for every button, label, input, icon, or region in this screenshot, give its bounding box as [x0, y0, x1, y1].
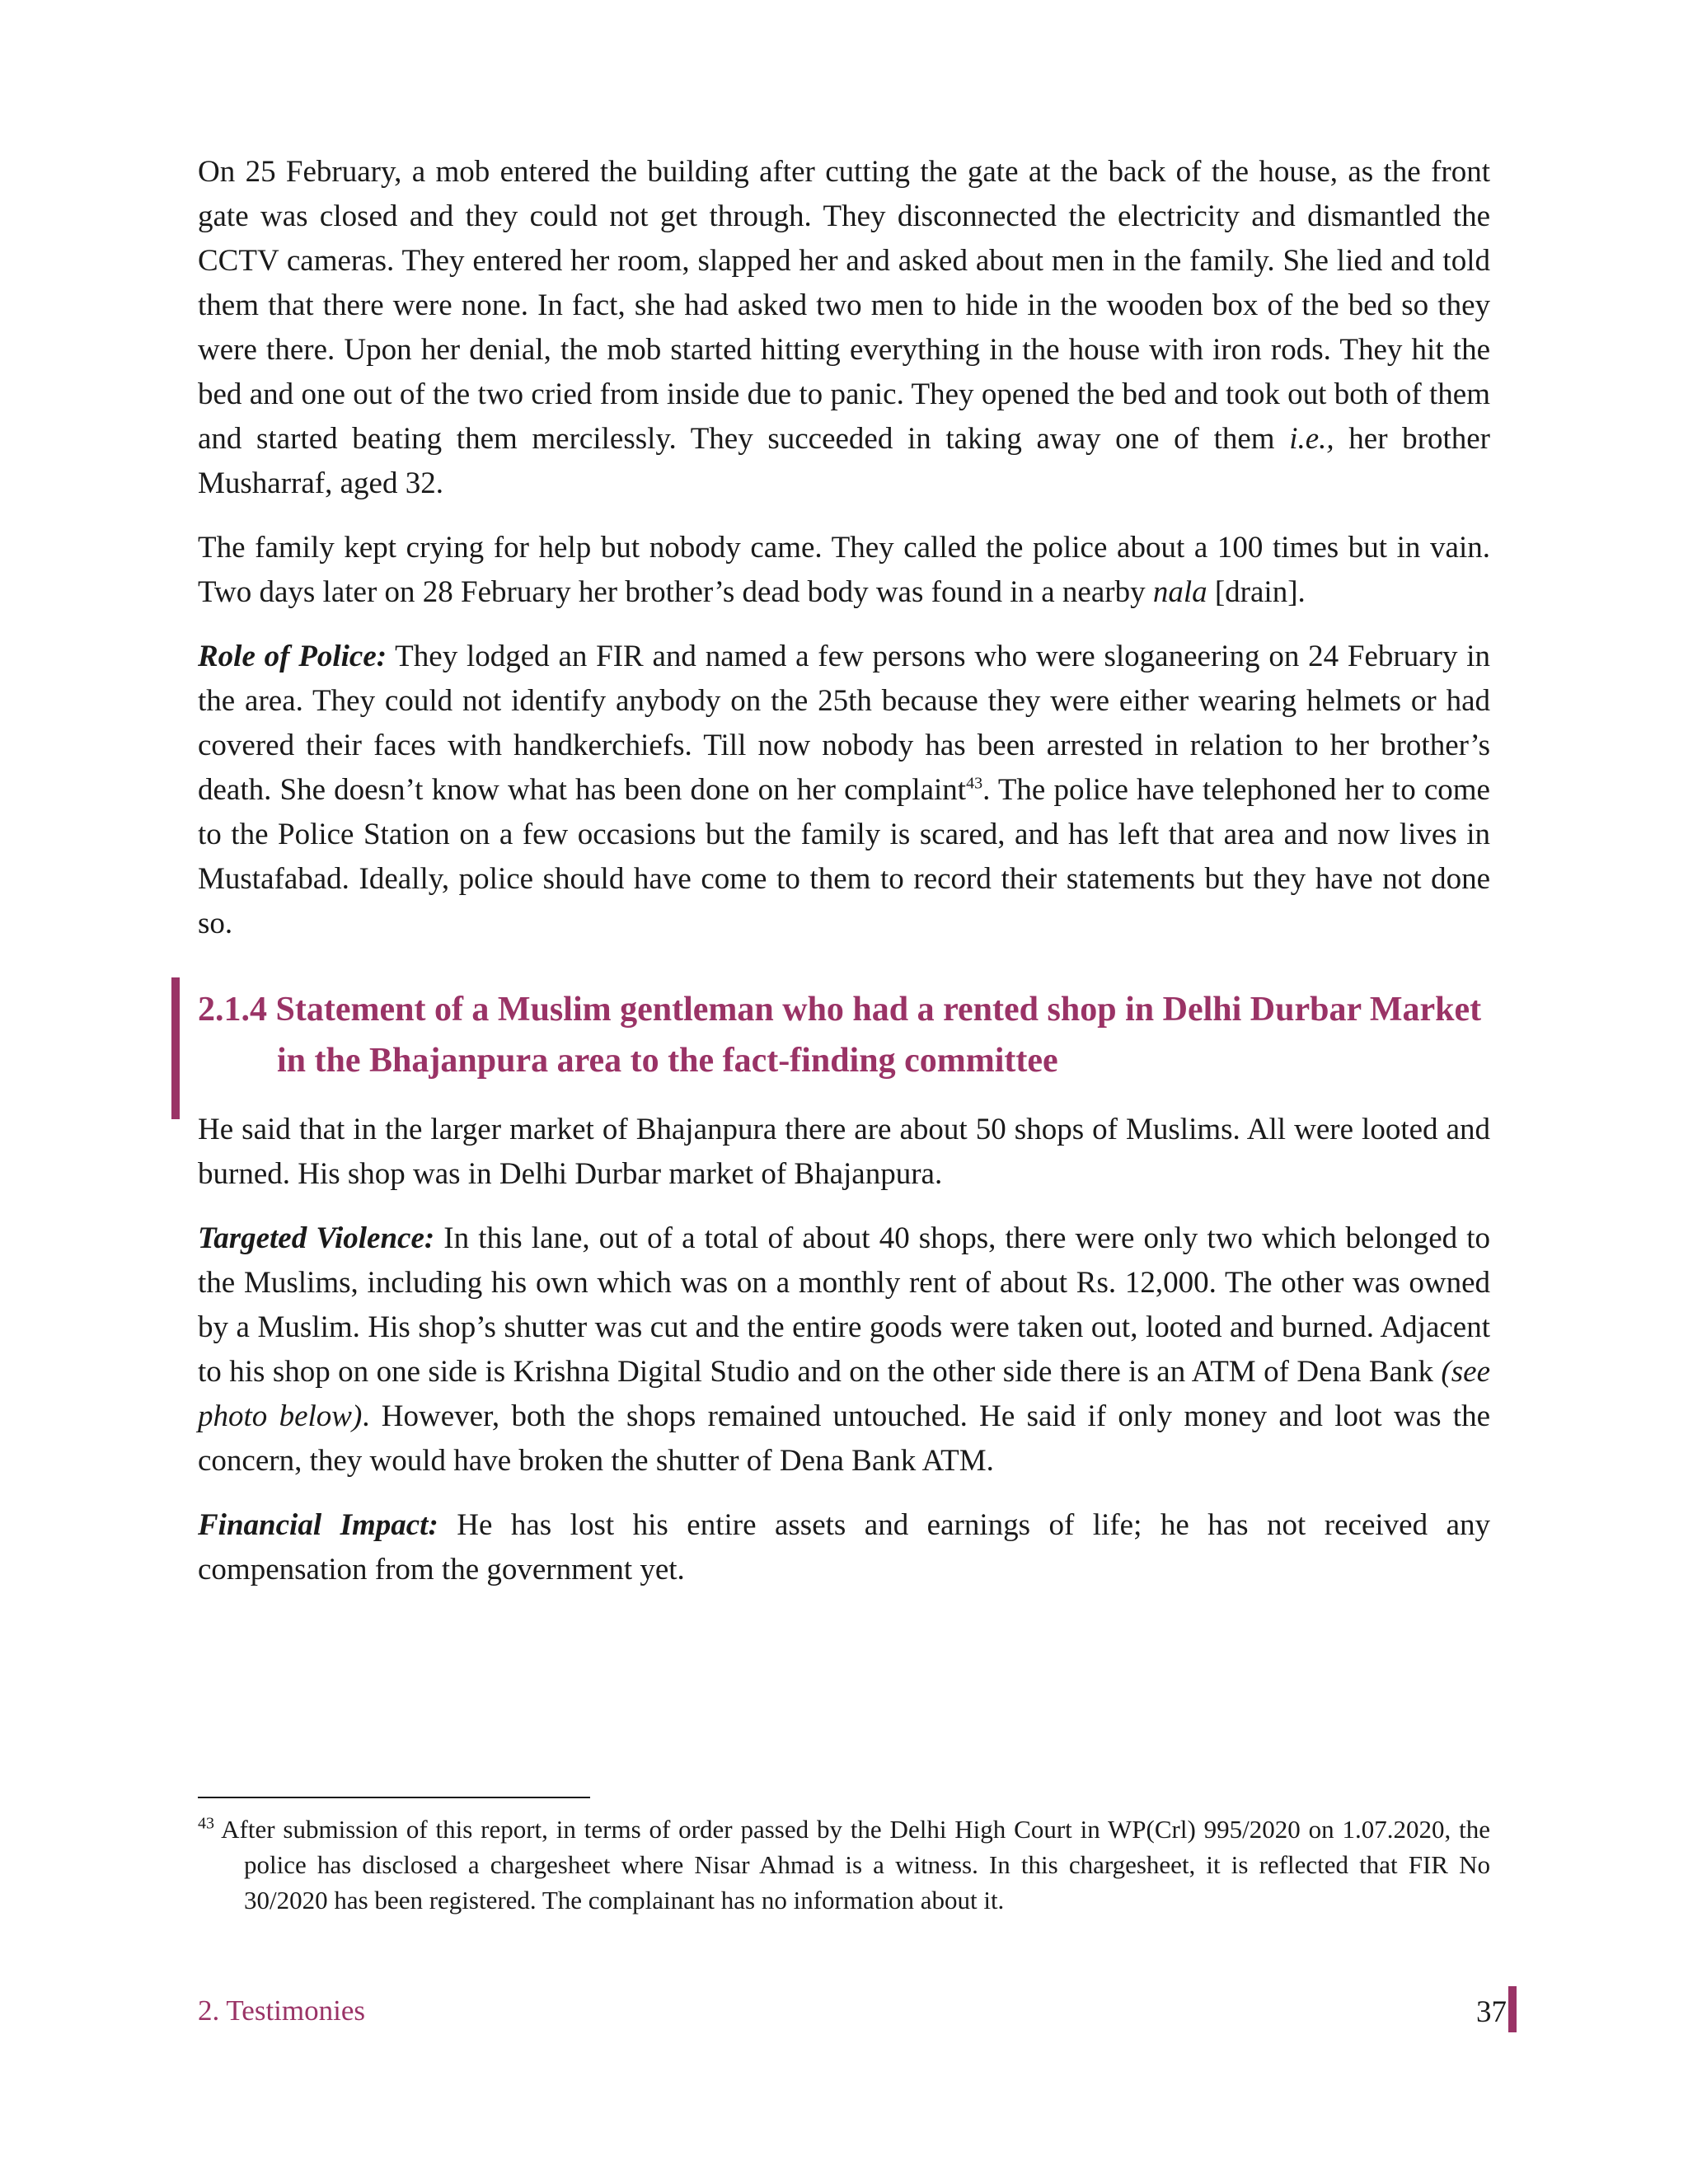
lead-targeted-violence: Targeted Violence:: [198, 1221, 435, 1255]
paragraph-text: [drain].: [1207, 575, 1306, 609]
section-heading: 2.1.4 Statement of a Muslim gentleman who had a rented shop in Delhi Durbar Market in the Bhajanpura area to the fact-finding committee: [198, 991, 1482, 1080]
paragraph-role-of-police: [198, 635, 1490, 946]
paragraph-text: He said that in the larger market of Bhajanpura there are about 50 shops of Muslims. All were looted and burned. His shop was in Delhi Durbar market of Bhajanpura.: [198, 1113, 1490, 1191]
lead-financial-impact: Financial Impact:: [198, 1508, 438, 1542]
footer-section-title: 2. Testimonies: [198, 1994, 366, 2027]
main-content: [198, 150, 1490, 1612]
paragraph-targeted-violence: [198, 1216, 1490, 1483]
footnote-separator: [198, 1797, 590, 1798]
paragraph-text: They lodged an FIR and named a few persons who were sloganeering on 24 February in the area. They could not identify anybody on the 25th because they were either wearing helmets or had covered their faces with handkerchiefs. Till now nobody has been arrested in relation to her brother’s death. She doesn’t know what has been done on her complaint: [198, 640, 1490, 807]
heading-accent-bar: [171, 977, 180, 1119]
paragraph-mob-attack: [198, 150, 1490, 506]
paragraph-text: . The police have telephoned her to come to the Police Station on a few occasions but the family is scared, and has left that area and now lives in Mustafabad. Ideally, police should have come to them to record their statements but they have not done so.: [198, 773, 1490, 940]
italic-ie: i.e.,: [1289, 422, 1334, 456]
paragraph-text: The family kept crying for help but nobody came. They called the police about a 100 times but in vain. Two days later on 28 February her brother’s dead body was found in a nearby: [198, 531, 1490, 609]
footer-accent-bar: [1508, 1986, 1517, 2032]
paragraph-financial-impact: [198, 1503, 1490, 1592]
footnote-number: 43: [198, 1814, 214, 1833]
paragraph-text: On 25 February, a mob entered the building after cutting the gate at the back of the house, as the front gate was closed and they could not get through. They disconnected the electricity and dismantled the CCTV cameras. They entered her room, slapped her and asked about men in the family. She lied and told them that there were none. In fact, she had asked two men to hide in the wooden box of the bed so they were there. Upon her denial, the mob started hitting everything in the house with iron rods. They hit the bed and one out of the two cried from inside due to panic. They opened the bed and took out both of them and started beating them mercilessly. They succeeded in taking away one of them: [198, 155, 1490, 456]
paragraph-text: In this lane, out of a total of about 40 shops, there were only two which belonged to the Muslims, including his own which was on a monthly rent of about Rs. 12,000. The other was owned by a Muslim. His shop’s shutter was cut and the entire goods were taken out, looted and burned. Adjacent to his shop on one side is Krishna Digital Studio and on the other side there is an ATM of Dena Bank: [198, 1221, 1491, 1389]
footnote-text: After submission of this report, in terms of order passed by the Delhi High Court in WP(Crl) 995/2020 on 1.07.2020, the police has disclosed a chargesheet where Nisar Ahmad is a witness. In this chargesheet, it is reflected that FIR No 30/2020 has been registered. The complainant has no information about it.: [214, 1815, 1490, 1915]
page-number: 37: [1476, 1995, 1507, 2029]
footnote-43: [198, 1811, 1490, 1918]
paragraph-call-for-help: [198, 526, 1490, 615]
paragraph-bhajanpura-market: [198, 1108, 1490, 1197]
section-heading-block: [198, 984, 1490, 1086]
paragraph-text: . However, both the shops remained untouched. He said if only money and loot was the concern, they would have broken the shutter of Dena Bank ATM.: [198, 1399, 1490, 1478]
paragraph-text: He has lost his entire assets and earnings of life; he has not received any compensation from the government yet.: [198, 1508, 1490, 1586]
paragraph-text: her brother Musharraf, aged 32.: [198, 422, 1490, 500]
italic-see-photo: (see photo below): [198, 1355, 1490, 1433]
lead-role-of-police: Role of Police:: [198, 640, 387, 673]
footnote-reference[interactable]: 43: [966, 774, 983, 793]
italic-nala: nala: [1152, 575, 1207, 609]
